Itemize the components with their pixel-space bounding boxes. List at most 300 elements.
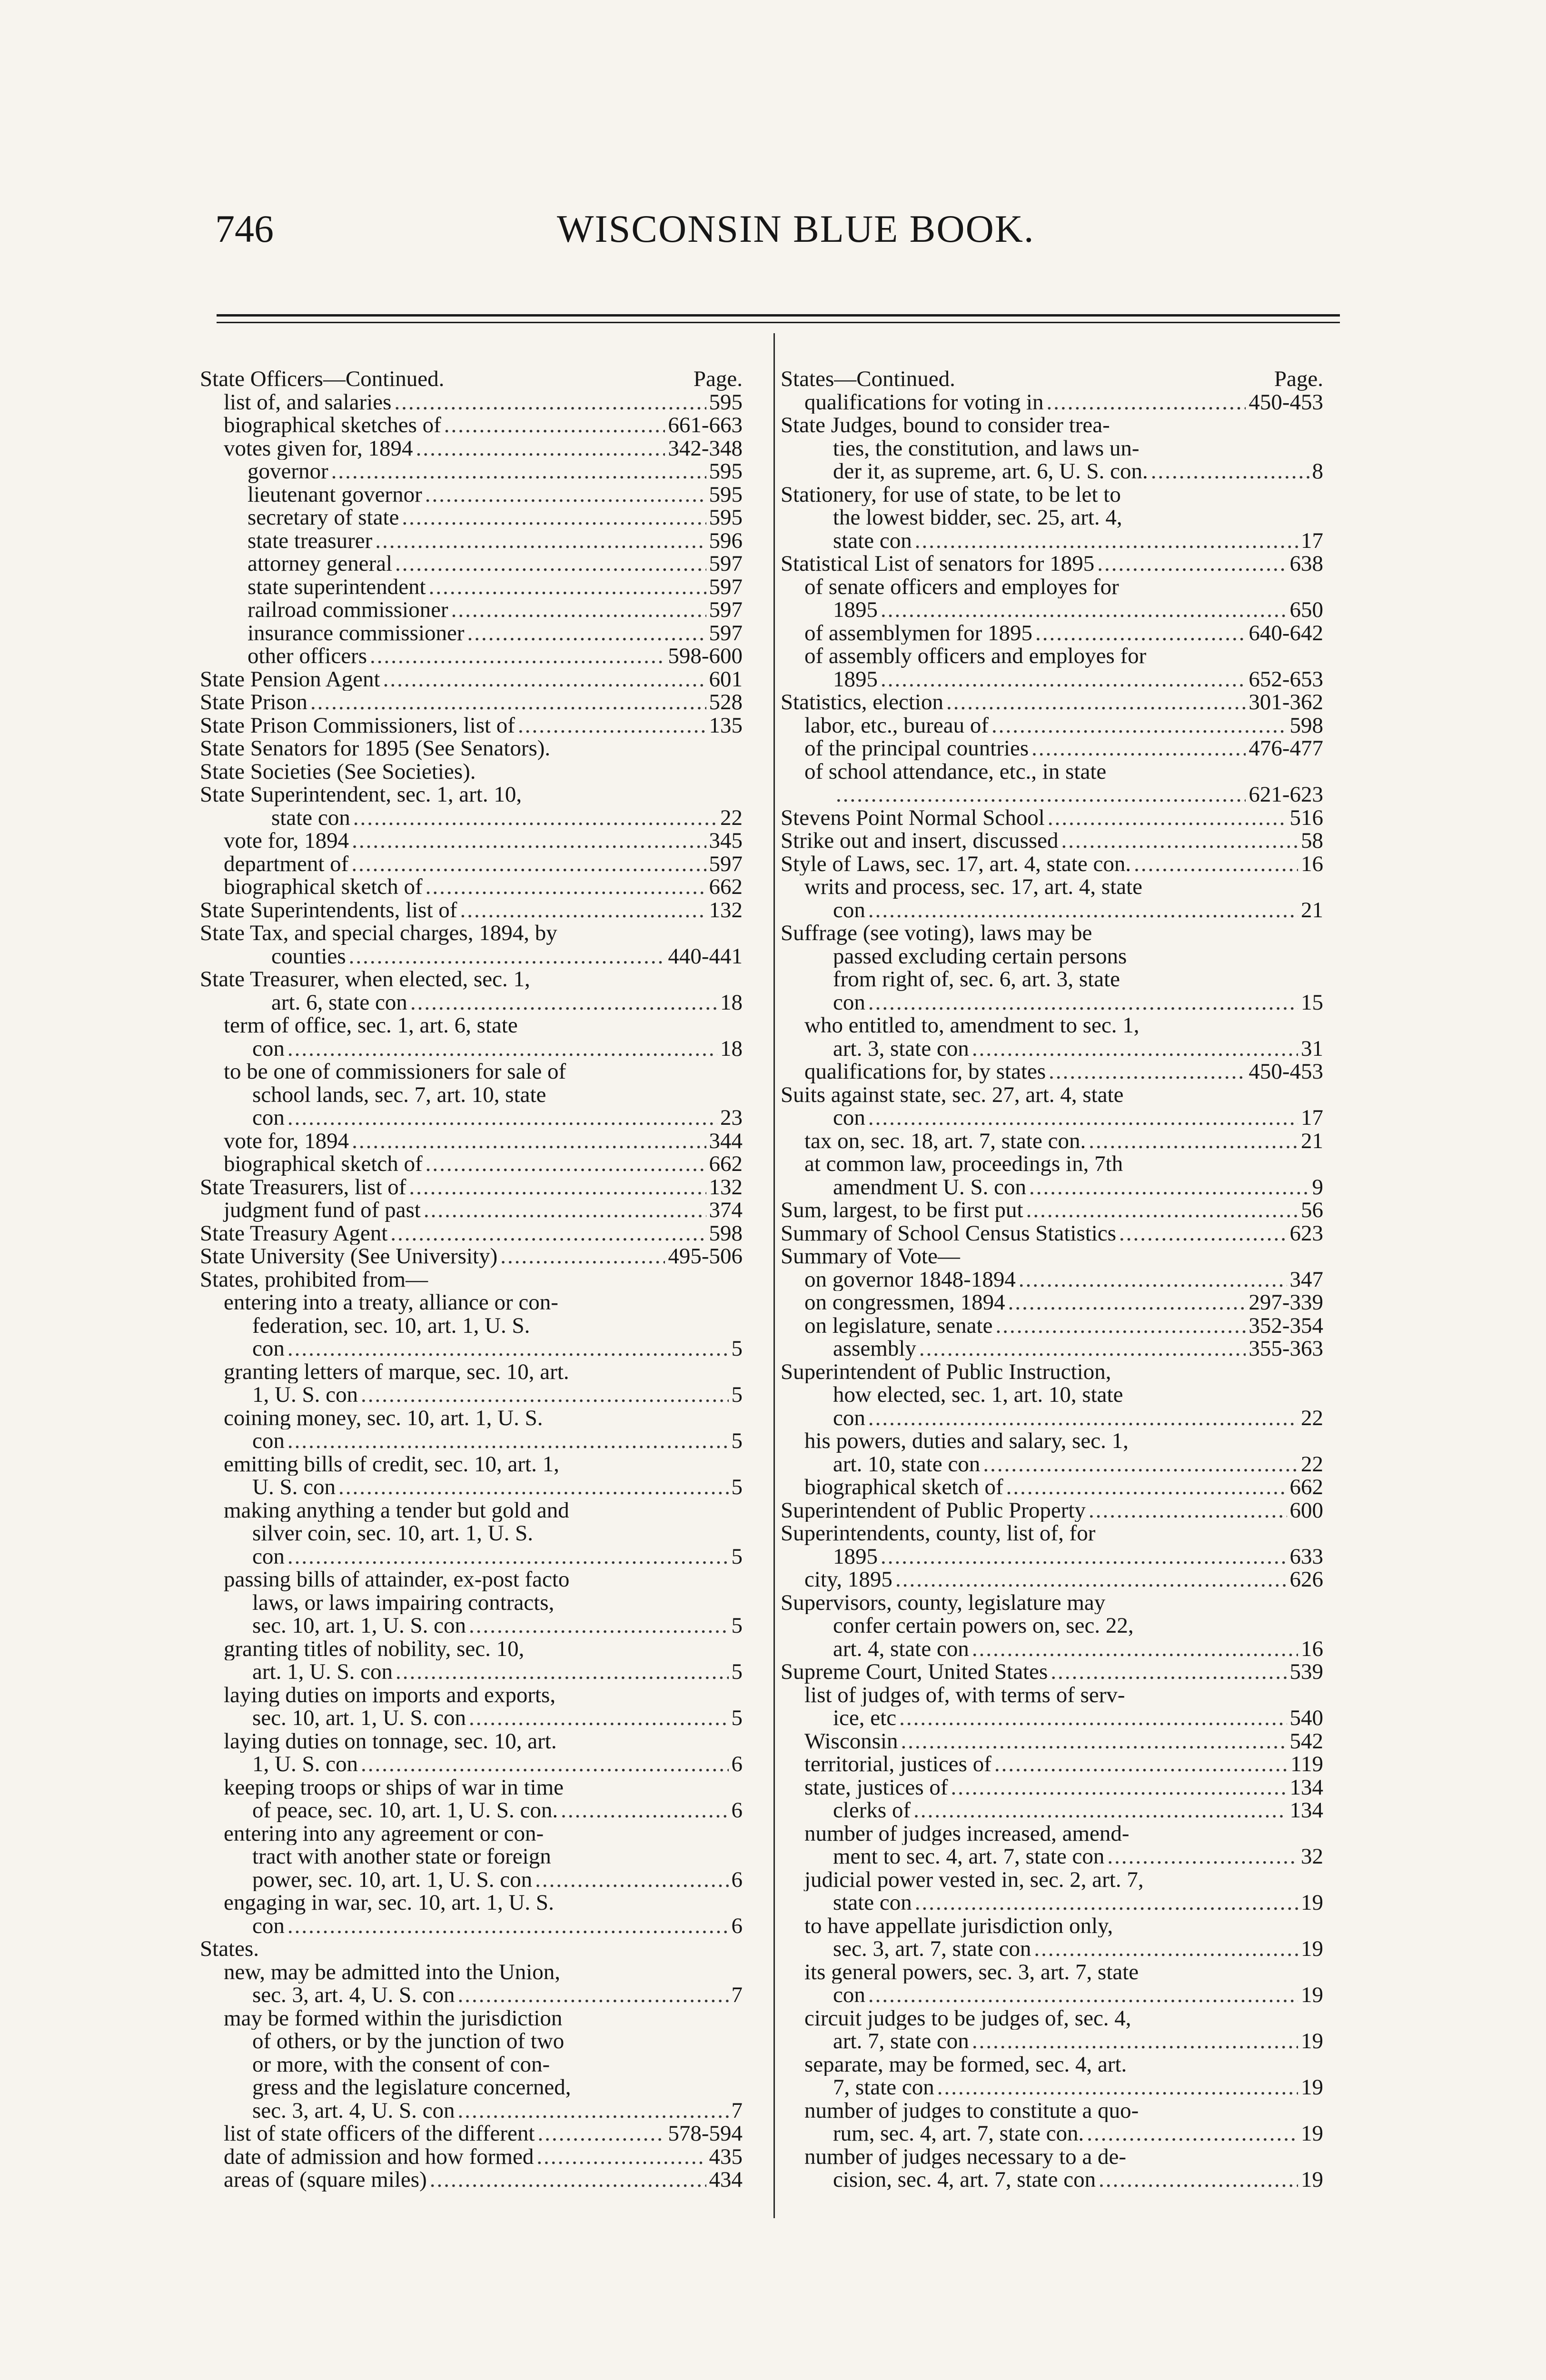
entry-page-ref: 638 bbox=[1289, 552, 1323, 575]
index-entry bbox=[781, 783, 1323, 806]
dot-leader bbox=[1008, 1291, 1246, 1314]
index-entry bbox=[781, 1083, 1323, 1107]
index-entry bbox=[200, 1753, 743, 1776]
entry-text: department of bbox=[224, 852, 349, 875]
entry-text: State Prison Commissioners, list of bbox=[200, 714, 515, 737]
entry-page-ref: 662 bbox=[1289, 1476, 1323, 1499]
dot-leader bbox=[994, 1753, 1288, 1776]
dot-leader bbox=[868, 899, 1298, 922]
entry-text: rum, sec. 4, art. 7, state con. bbox=[833, 2122, 1084, 2145]
entry-text: circuit judges to be judges of, sec. 4, bbox=[804, 2006, 1131, 2030]
index-entry bbox=[200, 1152, 743, 1176]
entry-page-ref: 342-348 bbox=[668, 436, 743, 460]
index-entry bbox=[781, 1983, 1323, 2007]
entry-text: list of state officers of the different bbox=[224, 2122, 535, 2145]
index-entry bbox=[781, 1914, 1323, 1938]
entry-text: his powers, duties and salary, sec. 1, bbox=[804, 1429, 1129, 1453]
index-entry bbox=[781, 1845, 1323, 1868]
index-entry bbox=[200, 1845, 743, 1868]
entry-text: federation, sec. 10, art. 1, U. S. bbox=[252, 1314, 530, 1337]
index-entry bbox=[200, 1429, 743, 1453]
entry-page-ref: 601 bbox=[709, 667, 743, 691]
index-entry bbox=[781, 1060, 1323, 1083]
entry-page-ref: 7 bbox=[731, 1983, 743, 2007]
index-entry bbox=[200, 1891, 743, 1914]
entry-text: other officers bbox=[248, 645, 367, 668]
index-entry bbox=[200, 1730, 743, 1753]
entry-page-ref: 19 bbox=[1301, 1937, 1323, 1961]
entry-page-ref: 621-623 bbox=[1249, 783, 1323, 806]
index-entry bbox=[200, 1706, 743, 1730]
entry-text: attorney general bbox=[248, 552, 393, 575]
entry-page-ref: 119 bbox=[1290, 1753, 1323, 1776]
dot-leader bbox=[868, 1106, 1298, 1130]
entry-text: judgment fund of past bbox=[224, 1199, 421, 1222]
entry-page-ref: 597 bbox=[709, 598, 743, 622]
entry-page-ref: 22 bbox=[720, 806, 743, 829]
index-entry bbox=[781, 968, 1323, 991]
index-entry bbox=[781, 1199, 1323, 1222]
entry-page-ref: 344 bbox=[709, 1129, 743, 1152]
entry-text: silver coin, sec. 10, art. 1, U. S. bbox=[252, 1522, 534, 1545]
index-entry bbox=[781, 1522, 1323, 1545]
dot-leader bbox=[919, 1337, 1246, 1360]
dot-leader bbox=[1099, 2168, 1298, 2192]
dot-leader bbox=[972, 1637, 1298, 1661]
dot-leader bbox=[1087, 2122, 1298, 2145]
entry-text: State Superintendents, list of bbox=[200, 898, 457, 922]
dot-leader bbox=[458, 1983, 729, 2007]
entry-text: number of judges increased, amend- bbox=[804, 1822, 1130, 1845]
dot-leader bbox=[444, 414, 665, 437]
dot-leader bbox=[1034, 1937, 1298, 1961]
entry-page-ref: 21 bbox=[1301, 1129, 1323, 1152]
dot-leader bbox=[915, 529, 1298, 553]
dot-leader bbox=[1050, 1660, 1287, 1684]
dot-leader bbox=[426, 1152, 706, 1176]
index-entry bbox=[200, 575, 743, 599]
entry-text: Superintendent of Public Property bbox=[781, 1498, 1086, 1522]
dot-leader bbox=[361, 1753, 729, 1776]
entry-text: state superintendent bbox=[248, 575, 426, 598]
index-entry bbox=[200, 922, 743, 945]
entry-page-ref: 374 bbox=[709, 1199, 743, 1222]
entry-text: the lowest bidder, sec. 25, art. 4, bbox=[833, 506, 1122, 529]
index-entry bbox=[781, 2145, 1323, 2169]
index-entry bbox=[200, 598, 743, 622]
entry-text: States, prohibited from— bbox=[200, 1268, 428, 1291]
dot-leader bbox=[353, 806, 717, 830]
entry-text: con bbox=[252, 1429, 285, 1453]
index-entry bbox=[200, 1961, 743, 1984]
index-entry bbox=[200, 2168, 743, 2192]
index-entry bbox=[200, 2053, 743, 2076]
entry-text: number of judges to constitute a quo- bbox=[804, 2099, 1139, 2122]
entry-text: con bbox=[833, 1983, 865, 2007]
dot-leader bbox=[881, 598, 1287, 622]
entry-page-ref: 134 bbox=[1289, 1799, 1323, 1822]
index-entry bbox=[200, 1268, 743, 1291]
dot-leader bbox=[937, 2076, 1298, 2099]
entry-text: sec. 10, art. 1, U. S. con bbox=[252, 1614, 466, 1637]
entry-text: amendment U. S. con bbox=[833, 1175, 1026, 1199]
entry-page-ref: 640-642 bbox=[1249, 621, 1323, 645]
entry-page-ref: 450-453 bbox=[1249, 1060, 1323, 1083]
entry-text: State Officers—Continued. bbox=[200, 367, 445, 391]
entry-text: con bbox=[252, 1337, 285, 1360]
entry-text: granting letters of marque, sec. 10, art. bbox=[224, 1360, 569, 1383]
entry-text: con bbox=[252, 1037, 285, 1060]
index-entry bbox=[781, 737, 1323, 760]
index-column-left bbox=[200, 367, 743, 2192]
index-entry bbox=[781, 1037, 1323, 1061]
dot-leader bbox=[537, 2122, 665, 2145]
entry-text: vote for, 1894 bbox=[224, 1129, 349, 1152]
index-entry bbox=[200, 1176, 743, 1199]
index-entry bbox=[200, 460, 743, 483]
dot-leader bbox=[868, 1983, 1298, 2007]
dot-leader bbox=[1061, 829, 1298, 853]
entry-text: State Pension Agent bbox=[200, 667, 380, 691]
index-entry bbox=[781, 1476, 1323, 1499]
index-entry bbox=[781, 575, 1323, 599]
index-entry bbox=[781, 1706, 1323, 1730]
dot-leader bbox=[287, 1337, 729, 1360]
entry-page-ref: 352-354 bbox=[1249, 1314, 1323, 1337]
index-entry bbox=[781, 1961, 1323, 1984]
entry-text: power, sec. 10, art. 1, U. S. con bbox=[252, 1868, 533, 1891]
entry-text: on governor 1848-1894 bbox=[804, 1268, 1016, 1291]
entry-page-ref: 650 bbox=[1289, 598, 1323, 622]
index-entry bbox=[781, 1660, 1323, 1684]
dot-leader bbox=[1026, 1199, 1298, 1222]
entry-page-ref: 597 bbox=[709, 575, 743, 598]
entry-page-ref: 626 bbox=[1289, 1568, 1323, 1591]
index-entry bbox=[200, 1291, 743, 1314]
entry-page-ref: 662 bbox=[709, 875, 743, 899]
entry-page-ref: 528 bbox=[709, 691, 743, 714]
index-entry bbox=[200, 1799, 743, 1822]
page-number: 746 bbox=[215, 207, 274, 250]
index-entry bbox=[200, 1314, 743, 1338]
dot-leader bbox=[915, 1891, 1298, 1914]
index-entry bbox=[200, 391, 743, 414]
index-entry bbox=[200, 968, 743, 991]
index-entry bbox=[200, 2030, 743, 2053]
index-entry bbox=[781, 1429, 1323, 1453]
index-entry bbox=[781, 899, 1323, 922]
index-entry bbox=[781, 1268, 1323, 1291]
entry-text: Style of Laws, sec. 17, art. 4, state con. bbox=[781, 852, 1131, 875]
entry-page-ref: 595 bbox=[709, 483, 743, 506]
entry-text: ties, the constitution, and laws un- bbox=[833, 436, 1140, 460]
entry-page-ref: 15 bbox=[1301, 991, 1323, 1014]
index-entry bbox=[781, 506, 1323, 529]
entry-text: of the principal countries bbox=[804, 737, 1029, 760]
index-entry bbox=[781, 460, 1323, 483]
entry-text: Wisconsin bbox=[804, 1729, 898, 1753]
entry-page-ref: 19 bbox=[1301, 1983, 1323, 2007]
entry-text: state, justices of bbox=[804, 1775, 948, 1799]
entry-text: writs and process, sec. 17, art. 4, state bbox=[804, 875, 1143, 899]
entry-text: Supreme Court, United States bbox=[781, 1660, 1048, 1684]
entry-text: school lands, sec. 7, art. 10, state bbox=[252, 1083, 546, 1106]
index-entry bbox=[781, 1106, 1323, 1130]
dot-leader bbox=[946, 691, 1246, 714]
dot-leader bbox=[331, 460, 706, 483]
entry-page-ref: 58 bbox=[1301, 829, 1323, 853]
entry-text: der it, as supreme, art. 6, U. S. con. bbox=[833, 460, 1148, 483]
entry-text: Statistical List of senators for 1895 bbox=[781, 552, 1095, 575]
dot-leader bbox=[395, 552, 706, 575]
entry-page-ref: Page. bbox=[693, 367, 743, 391]
index-entry bbox=[781, 529, 1323, 553]
entry-text: passing bills of attainder, ex-post facto bbox=[224, 1568, 570, 1591]
dot-leader bbox=[394, 391, 706, 414]
index-entry bbox=[200, 529, 743, 553]
entry-page-ref: 5 bbox=[731, 1429, 743, 1453]
entry-text: con bbox=[252, 1106, 285, 1130]
index-entry bbox=[781, 437, 1323, 460]
entry-page-ref: 434 bbox=[709, 2168, 743, 2192]
entry-text: emitting bills of credit, sec. 10, art. 1, bbox=[224, 1452, 559, 1476]
entry-text: art. 6, state con bbox=[271, 991, 407, 1014]
dot-leader bbox=[1097, 552, 1287, 575]
entry-text: 1, U. S. con bbox=[252, 1753, 358, 1776]
entry-text: ice, etc bbox=[833, 1706, 897, 1730]
index-entry bbox=[200, 1383, 743, 1407]
entry-text: State Prison bbox=[200, 691, 307, 714]
entry-text: States. bbox=[200, 1937, 259, 1961]
entry-page-ref: 16 bbox=[1301, 1637, 1323, 1660]
dot-leader bbox=[409, 1176, 706, 1199]
entry-text: engaging in war, sec. 10, art. 1, U. S. bbox=[224, 1891, 554, 1914]
entry-page-ref: 19 bbox=[1301, 2168, 1323, 2192]
index-entry bbox=[781, 922, 1323, 945]
index-entry bbox=[200, 1637, 743, 1661]
entry-text: con bbox=[833, 991, 865, 1014]
entry-text: secretary of state bbox=[248, 506, 399, 529]
index-entry bbox=[200, 2122, 743, 2145]
dot-leader bbox=[901, 1730, 1287, 1753]
index-entry bbox=[781, 2076, 1323, 2099]
dot-leader bbox=[429, 575, 706, 599]
entry-text: of school attendance, etc., in state bbox=[804, 760, 1107, 783]
index-entry bbox=[781, 829, 1323, 853]
entry-text: Suits against state, sec. 27, art. 4, state bbox=[781, 1083, 1124, 1106]
index-entry bbox=[200, 1245, 743, 1268]
dot-leader bbox=[1049, 1060, 1246, 1083]
index-entry bbox=[200, 783, 743, 806]
entry-text: State University (See University) bbox=[200, 1245, 498, 1268]
entry-text: term of office, sec. 1, art. 6, state bbox=[224, 1014, 518, 1037]
index-entry bbox=[200, 737, 743, 760]
index-entry bbox=[781, 1891, 1323, 1914]
entry-text: States—Continued. bbox=[781, 367, 955, 391]
index-entry bbox=[781, 1776, 1323, 1799]
dot-leader bbox=[518, 714, 706, 737]
entry-text: tax on, sec. 18, art. 7, state con. bbox=[804, 1129, 1086, 1152]
index-entry bbox=[781, 1130, 1323, 1153]
dot-leader bbox=[338, 1476, 729, 1499]
entry-text: gress and the legislature concerned, bbox=[252, 2076, 571, 2099]
entry-page-ref: 56 bbox=[1301, 1199, 1323, 1222]
index-entry bbox=[781, 1730, 1323, 1753]
entry-text: entering into a treaty, alliance or con- bbox=[224, 1291, 558, 1314]
dot-leader bbox=[383, 668, 706, 691]
entry-page-ref: 476-477 bbox=[1249, 737, 1323, 760]
dot-leader bbox=[972, 2030, 1298, 2053]
index-entry bbox=[200, 714, 743, 737]
index-entry bbox=[200, 691, 743, 714]
index-entry bbox=[781, 367, 1323, 391]
index-entry bbox=[781, 1637, 1323, 1661]
index-entry bbox=[781, 1937, 1323, 1961]
entry-page-ref: 21 bbox=[1301, 898, 1323, 922]
index-entry bbox=[781, 391, 1323, 414]
entry-text: sec. 10, art. 1, U. S. con bbox=[252, 1706, 466, 1730]
index-entry bbox=[200, 1522, 743, 1545]
entry-page-ref: 347 bbox=[1289, 1268, 1323, 1291]
entry-page-ref: 9 bbox=[1312, 1175, 1323, 1199]
index-entry bbox=[200, 1337, 743, 1360]
entry-text: labor, etc., bureau of bbox=[804, 714, 989, 737]
entry-page-ref: 623 bbox=[1289, 1221, 1323, 1245]
entry-page-ref: 5 bbox=[731, 1476, 743, 1499]
entry-text: new, may be admitted into the Union, bbox=[224, 1960, 561, 1983]
index-entry bbox=[200, 622, 743, 645]
entry-text: counties bbox=[271, 944, 346, 968]
entry-text: art. 1, U. S. con bbox=[252, 1660, 393, 1684]
index-entry bbox=[200, 1407, 743, 1430]
entry-page-ref: 598 bbox=[1289, 714, 1323, 737]
index-entry bbox=[200, 437, 743, 460]
entry-text: coining money, sec. 10, art. 1, U. S. bbox=[224, 1406, 543, 1429]
dot-leader bbox=[1119, 1222, 1287, 1245]
entry-page-ref: 6 bbox=[731, 1914, 743, 1937]
index-entry bbox=[781, 645, 1323, 668]
index-entry bbox=[781, 1407, 1323, 1430]
entry-text: state con bbox=[833, 1891, 912, 1914]
entry-page-ref: 595 bbox=[709, 460, 743, 483]
index-entry bbox=[200, 1591, 743, 1615]
dot-leader bbox=[1134, 853, 1298, 876]
dot-leader bbox=[460, 899, 706, 922]
header-rule-thin bbox=[217, 322, 1340, 323]
entry-text: qualifications for voting in bbox=[804, 390, 1044, 414]
index-entry bbox=[200, 875, 743, 899]
dot-leader bbox=[881, 1545, 1287, 1568]
entry-text: biographical sketch of bbox=[224, 1152, 423, 1176]
entry-text: State Superintendent, sec. 1, art. 10, bbox=[200, 783, 522, 806]
entry-page-ref: 135 bbox=[709, 714, 743, 737]
entry-page-ref: 355-363 bbox=[1249, 1337, 1323, 1360]
dot-leader bbox=[287, 1914, 729, 1938]
header-rule-thick bbox=[217, 314, 1340, 317]
entry-text: Superintendent of Public Instruction, bbox=[781, 1360, 1111, 1383]
entry-text: lieutenant governor bbox=[248, 483, 422, 506]
dot-leader bbox=[1047, 391, 1246, 414]
index-entry bbox=[200, 1660, 743, 1684]
index-entry bbox=[200, 645, 743, 668]
entry-text: State Treasurer, when elected, sec. 1, bbox=[200, 968, 530, 991]
entry-page-ref: 297-339 bbox=[1249, 1291, 1323, 1314]
entry-page-ref: 540 bbox=[1289, 1706, 1323, 1730]
index-entry bbox=[200, 1037, 743, 1061]
entry-page-ref: 31 bbox=[1301, 1037, 1323, 1060]
entry-text: Supervisors, county, legislature may bbox=[781, 1591, 1106, 1614]
dot-leader bbox=[1048, 806, 1287, 830]
entry-text: may be formed within the jurisdiction bbox=[224, 2006, 563, 2030]
dot-leader bbox=[375, 529, 706, 553]
entry-page-ref: 19 bbox=[1301, 2030, 1323, 2053]
entry-page-ref: 5 bbox=[731, 1660, 743, 1684]
entry-page-ref: 134 bbox=[1289, 1775, 1323, 1799]
index-entry bbox=[781, 1614, 1323, 1637]
index-entry bbox=[200, 1476, 743, 1499]
index-entry bbox=[200, 853, 743, 876]
index-entry bbox=[781, 1799, 1323, 1822]
entry-page-ref: 595 bbox=[709, 506, 743, 529]
entry-page-ref: 539 bbox=[1289, 1660, 1323, 1684]
index-entry bbox=[781, 1337, 1323, 1360]
dot-leader bbox=[370, 645, 665, 668]
entry-page-ref: 435 bbox=[709, 2145, 743, 2168]
entry-text: passed excluding certain persons bbox=[833, 944, 1127, 968]
entry-page-ref: 18 bbox=[720, 1037, 743, 1060]
index-entry bbox=[200, 1014, 743, 1037]
index-entry bbox=[200, 1614, 743, 1637]
index-column-right bbox=[781, 367, 1323, 2192]
entry-page-ref: Page. bbox=[1274, 367, 1323, 391]
index-entry bbox=[200, 1822, 743, 1845]
entry-page-ref: 6 bbox=[731, 1753, 743, 1776]
entry-text: Strike out and insert, discussed bbox=[781, 829, 1059, 853]
index-entry bbox=[200, 945, 743, 968]
dot-leader bbox=[1029, 1176, 1309, 1199]
entry-page-ref: 7 bbox=[731, 2099, 743, 2122]
entry-page-ref: 5 bbox=[731, 1545, 743, 1568]
entry-page-ref: 8 bbox=[1312, 460, 1323, 483]
running-head: WISCONSIN BLUE BOOK. bbox=[557, 207, 1035, 250]
entry-page-ref: 301-362 bbox=[1249, 691, 1323, 714]
entry-text: state con bbox=[271, 806, 350, 829]
entry-text: State Tax, and special charges, 1894, by bbox=[200, 922, 557, 945]
entry-text: of assembly officers and employes for bbox=[804, 645, 1147, 668]
entry-text: territorial, justices of bbox=[804, 1753, 991, 1776]
dot-leader bbox=[983, 1453, 1298, 1476]
dot-leader bbox=[1089, 1499, 1287, 1522]
index-entry bbox=[781, 1753, 1323, 1776]
entry-text: Stationery, for use of state, to be let to bbox=[781, 483, 1121, 506]
entry-text: from right of, sec. 6, art. 3, state bbox=[833, 968, 1120, 991]
entry-text: State Treasurers, list of bbox=[200, 1175, 406, 1199]
entry-page-ref: 19 bbox=[1301, 2076, 1323, 2099]
entry-page-ref: 633 bbox=[1289, 1545, 1323, 1568]
dot-leader bbox=[1107, 1845, 1298, 1868]
index-entry bbox=[781, 1822, 1323, 1845]
entry-text: State Senators for 1895 (See Senators). bbox=[200, 737, 551, 760]
dot-leader bbox=[430, 2168, 706, 2192]
index-entry bbox=[200, 483, 743, 506]
entry-text: of peace, sec. 10, art. 1, U. S. con. bbox=[252, 1799, 558, 1822]
entry-text: 1895 bbox=[833, 667, 878, 691]
entry-text: State Treasury Agent bbox=[200, 1221, 388, 1245]
entry-page-ref: 18 bbox=[720, 991, 743, 1014]
index-entry bbox=[781, 1245, 1323, 1268]
entry-text: con bbox=[252, 1545, 285, 1568]
entry-text: State Judges, bound to consider trea- bbox=[781, 414, 1110, 437]
